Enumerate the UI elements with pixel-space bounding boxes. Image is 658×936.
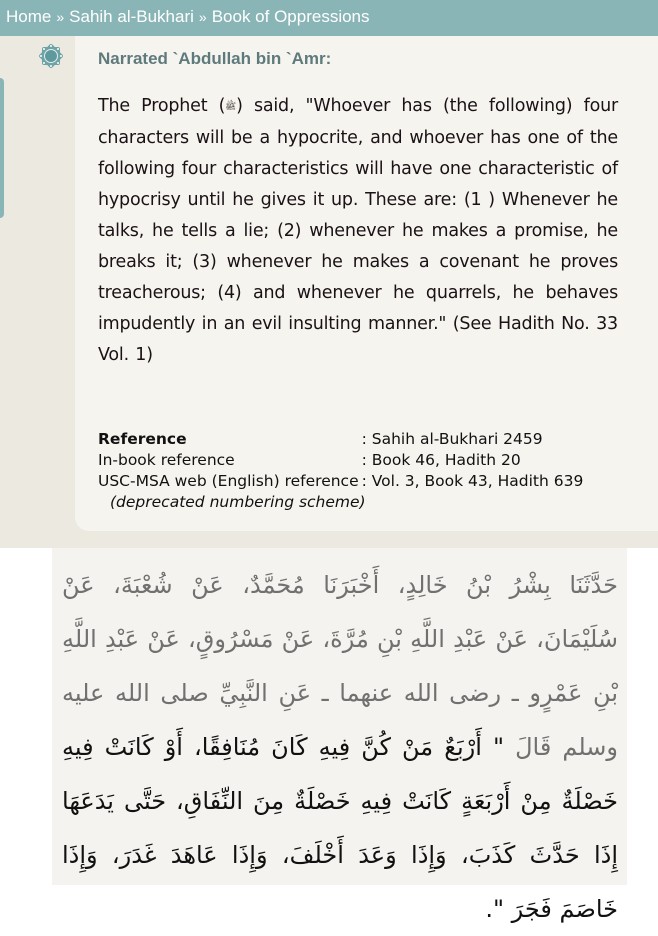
narrator: Narrated `Abdullah bin `Amr:: [98, 49, 332, 68]
reference-note-row: [98, 492, 583, 513]
breadcrumb-home[interactable]: Home: [6, 7, 52, 26]
reference-row: [98, 429, 583, 450]
arabic-matn: " أَرْبَعٌ مَنْ كُنَّ فِيهِ كَانَ مُنَافِقًا، أَوْ كَانَتْ فِيهِ خَصْلَةٌ مِنْ أَرْبَعَةٍ كَانَتْ فِيهِ خَصْلَةٌ مِنَ النِّفَاقِ، حَتَّى يَدَعَهَا إِذَا حَدَّثَ كَذَبَ، وَإِذَا وَعَدَ أَخْلَفَ، وَإِذَا عَاهَدَ غَدَرَ، وَإِذَا خَاصَمَ فَجَرَ ".: [62, 733, 618, 923]
side-panel-tab[interactable]: [0, 78, 4, 218]
reference-label: Reference: [98, 430, 187, 448]
breadcrumb-separator: »: [198, 9, 207, 25]
arabic-isnad: حَدَّثَنَا بِشْرُ بْنُ خَالِدٍ، أَخْبَرَنَا مُحَمَّدٌ، عَنْ شُعْبَةَ، عَنْ سُلَيْمَانَ، عَنْ عَبْدِ اللَّهِ بْنِ مُرَّةَ، عَنْ مَسْرُوقٍ، عَنْ عَبْدِ اللَّهِ بْنِ عَمْرٍو ـ رضى الله عنهما ـ عَنِ النَّبِيِّ صلى الله عليه وسلم قَالَ: [62, 571, 618, 761]
text-after-pbuh: ) said, "Whoever has (the following) four characters will be a hypocrite, and whoever has one of the following four characteristics will have one characteristic of hypocrisy until he gives it up. These are: (1 ) Whenever he talks, he tells a lie; (2) whenever he makes a promise, he breaks it; (3) whenever he makes a covenant he proves treacherous; (4) and whenever he quarrels, he behaves impudently in an evil insulting manner." (See Hadith No. 33 Vol. 1): [98, 96, 618, 365]
breadcrumb-book[interactable]: Book of Oppressions: [211, 7, 370, 26]
breadcrumb-collection[interactable]: Sahih al-Bukhari: [69, 7, 194, 26]
reference-row: [98, 471, 583, 492]
reference-row: [98, 450, 583, 471]
hadith-arabic-text: [62, 558, 618, 936]
in-book-reference-value: : Book 46, Hadith 20: [361, 451, 521, 469]
usc-msa-reference-value: : Vol. 3, Book 43, Hadith 639: [361, 472, 584, 490]
usc-msa-reference-label: USC-MSA web (English) reference: [98, 472, 359, 490]
hadith-english-text: [98, 91, 618, 371]
reference-table: [98, 429, 583, 513]
text-before-pbuh: The Prophet (: [98, 96, 226, 116]
breadcrumb-separator: »: [56, 9, 65, 25]
eight-point-star-icon: [36, 41, 66, 71]
breadcrumb: [0, 0, 658, 36]
reference-value: : Sahih al-Bukhari 2459: [361, 430, 543, 448]
deprecated-numbering-note: (deprecated numbering scheme): [110, 493, 366, 511]
in-book-reference-label: In-book reference: [98, 451, 235, 469]
pbuh-glyph: ﷺ: [225, 102, 237, 112]
